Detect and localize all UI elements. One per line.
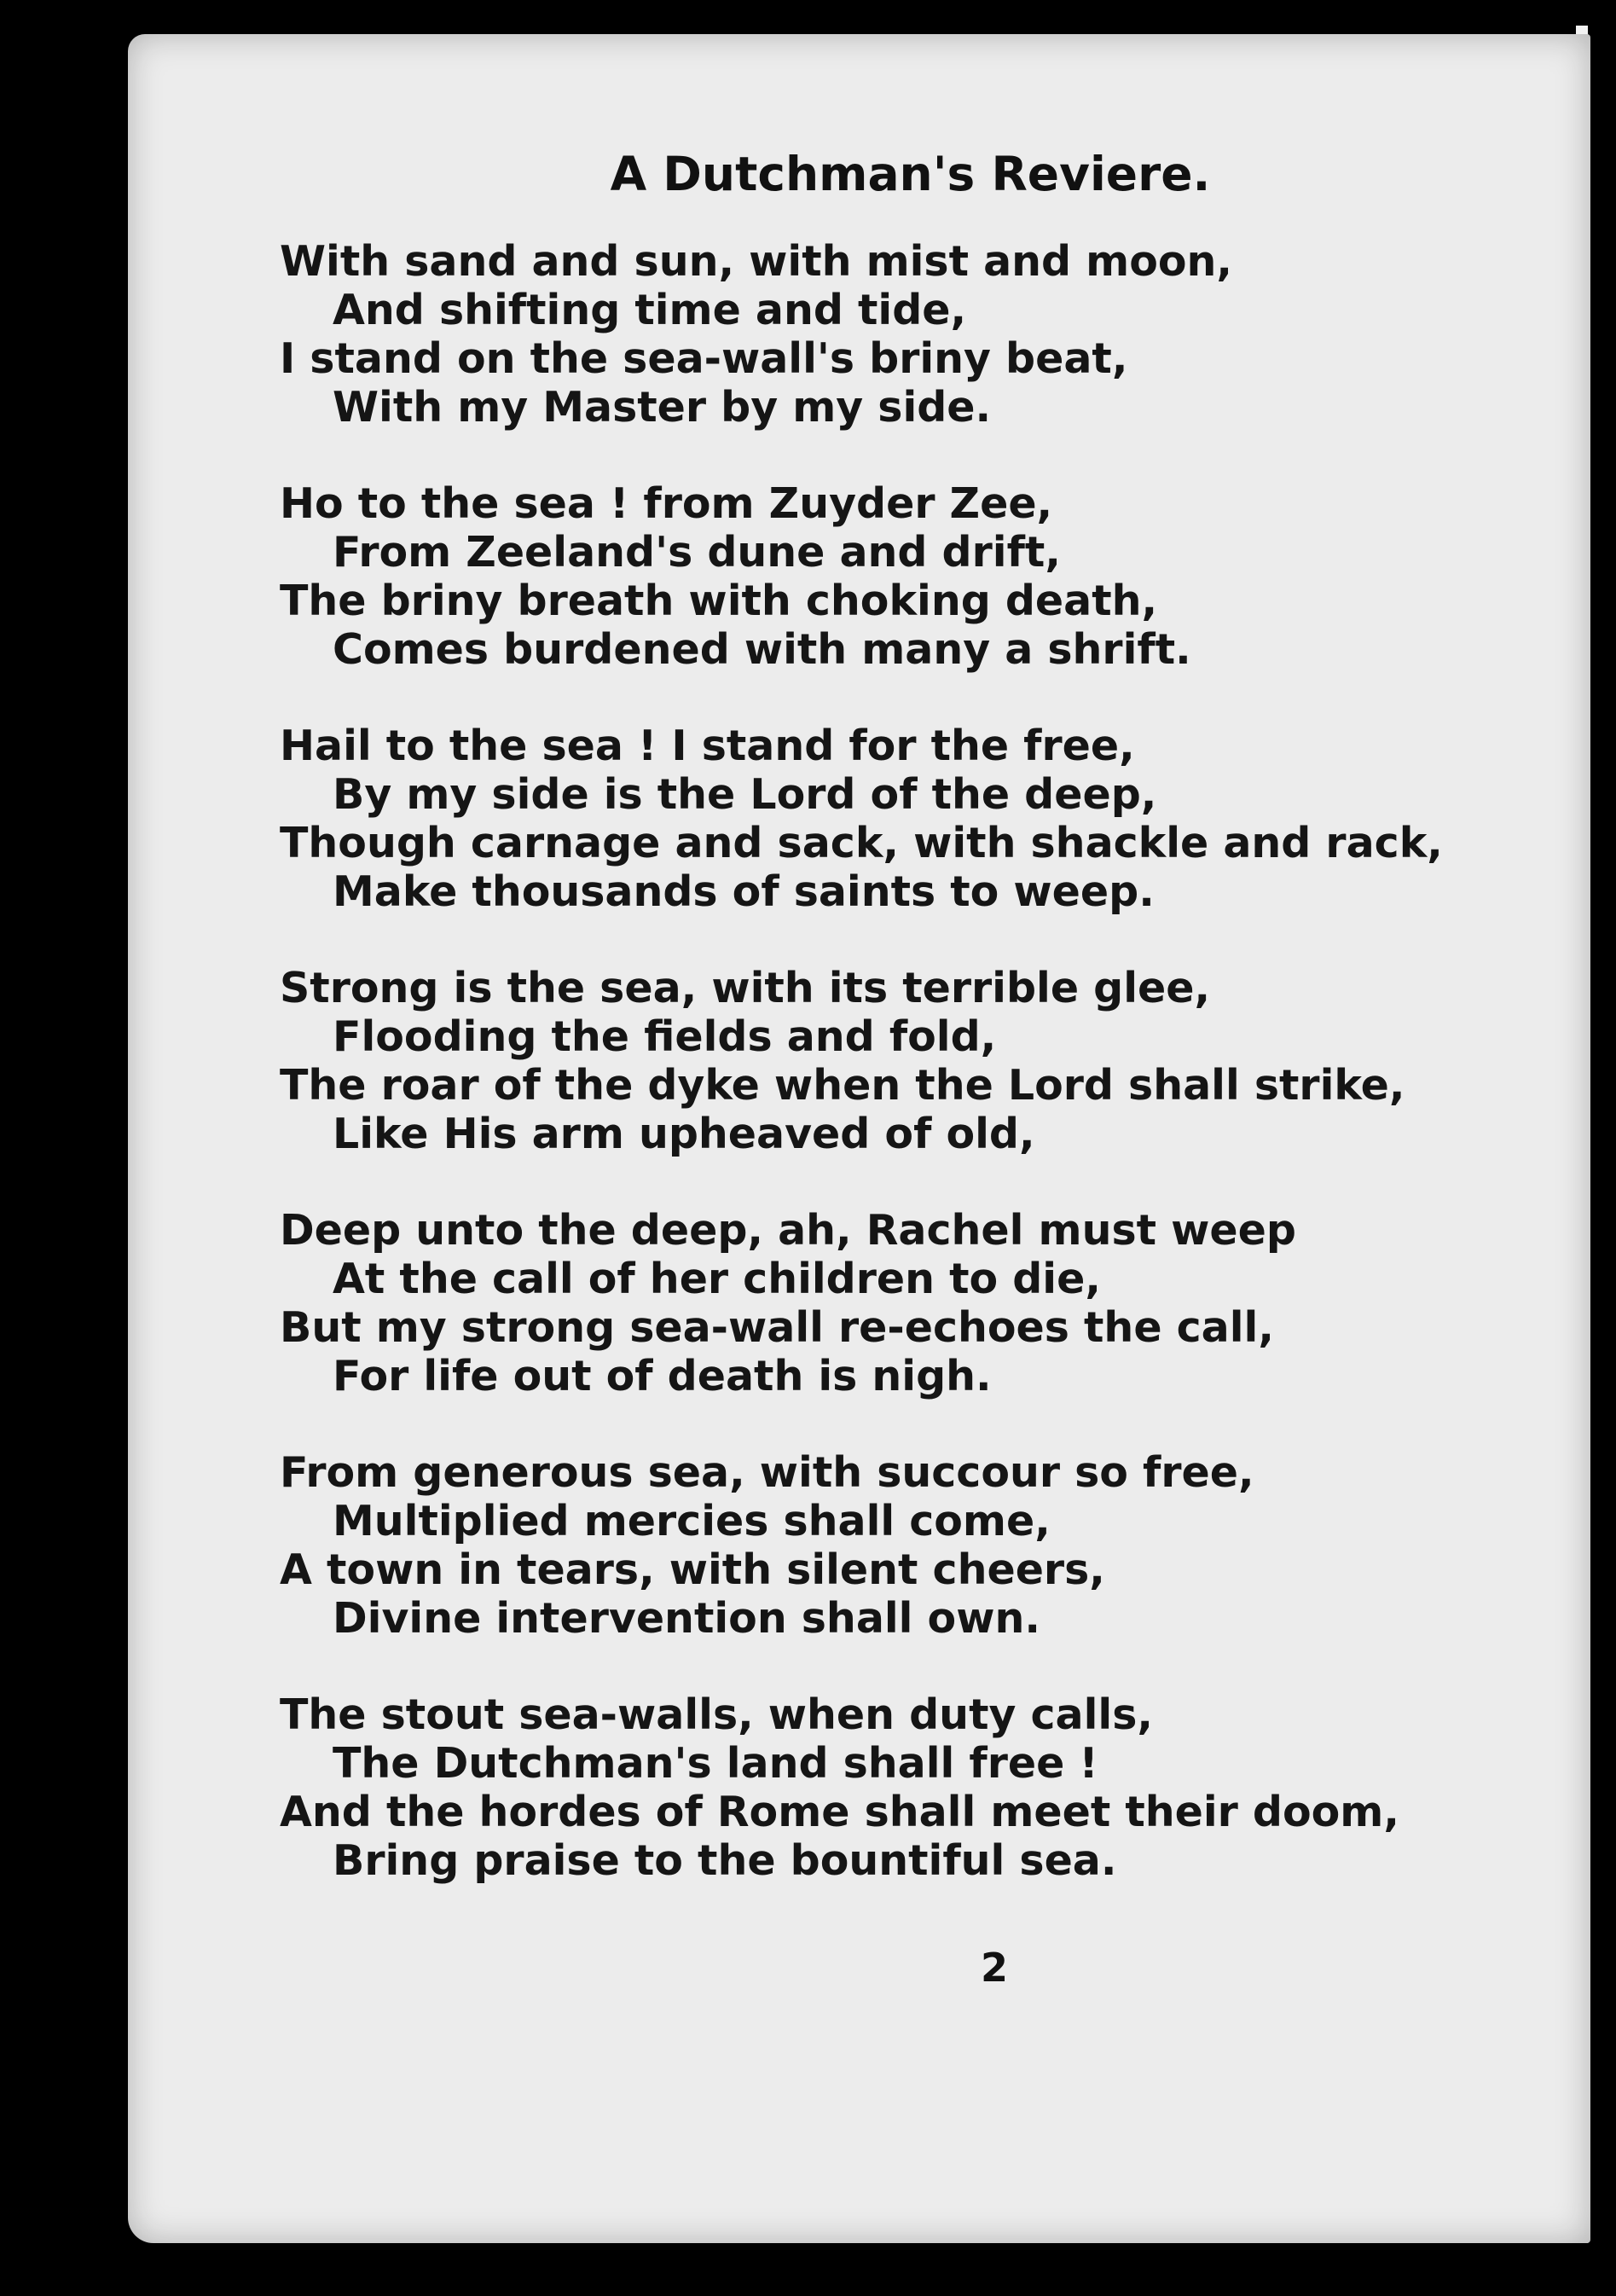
poem-line: Comes burdened with many a shrift. bbox=[333, 625, 1191, 674]
poem-line: For life out of death is nigh. bbox=[333, 1352, 992, 1400]
poem-line: Divine intervention shall own. bbox=[333, 1594, 1040, 1643]
poem-line: Bring praise to the bountiful sea. bbox=[333, 1836, 1117, 1885]
stanza-2 bbox=[280, 479, 1491, 674]
poem-body bbox=[280, 237, 1491, 1933]
poem-line: And the hordes of Rome shall meet their doom, bbox=[280, 1788, 1399, 1836]
poem-title: A Dutchman's Reviere. bbox=[610, 147, 1211, 201]
stanza-1 bbox=[280, 237, 1491, 432]
poem-line: I stand on the sea-wall's briny beat, bbox=[280, 334, 1128, 383]
poem-line: By my side is the Lord of the deep, bbox=[333, 770, 1157, 819]
poem-line: Ho to the sea ! from Zuyder Zee, bbox=[280, 479, 1053, 528]
poem-line: The briny breath with choking death, bbox=[280, 577, 1158, 625]
poem-line: Flooding the fields and fold, bbox=[333, 1012, 997, 1061]
poem-line: But my strong sea-wall re-echoes the call, bbox=[280, 1303, 1274, 1352]
poem-line: From generous sea, with succour so free, bbox=[280, 1448, 1254, 1497]
poem-line: At the call of her children to die, bbox=[333, 1255, 1101, 1303]
poem-line: With my Master by my side. bbox=[333, 383, 992, 432]
poem-line: The roar of the dyke when the Lord shall strike, bbox=[280, 1061, 1405, 1110]
stanza-4 bbox=[280, 964, 1491, 1158]
poem-line: Hail to the sea ! I stand for the free, bbox=[280, 722, 1135, 770]
poem-line: Though carnage and sack, with shackle and rack, bbox=[280, 819, 1443, 867]
poem-line: The stout sea-walls, when duty calls, bbox=[280, 1690, 1153, 1739]
poem-line: Like His arm upheaved of old, bbox=[333, 1110, 1035, 1158]
stanza-7 bbox=[280, 1690, 1491, 1885]
poem-line: Deep unto the deep, ah, Rachel must weep bbox=[280, 1206, 1296, 1255]
poem-line: Make thousands of saints to weep. bbox=[333, 867, 1155, 916]
poem-line: The Dutchman's land shall free ! bbox=[333, 1739, 1098, 1788]
stanza-6 bbox=[280, 1448, 1491, 1643]
poem-line: Multiplied mercies shall come, bbox=[333, 1497, 1051, 1545]
poem-line: A town in tears, with silent cheers, bbox=[280, 1545, 1105, 1594]
poem-line: From Zeeland's dune and drift, bbox=[333, 528, 1061, 577]
document-page bbox=[128, 34, 1590, 2243]
stanza-5 bbox=[280, 1206, 1491, 1400]
poem-line: Strong is the sea, with its terrible glee, bbox=[280, 964, 1211, 1012]
poem-line: And shifting time and tide, bbox=[333, 286, 967, 334]
poem-line: With sand and sun, with mist and moon, bbox=[280, 237, 1233, 286]
stanza-3 bbox=[280, 722, 1491, 916]
page-number: 2 bbox=[981, 1945, 1009, 1991]
